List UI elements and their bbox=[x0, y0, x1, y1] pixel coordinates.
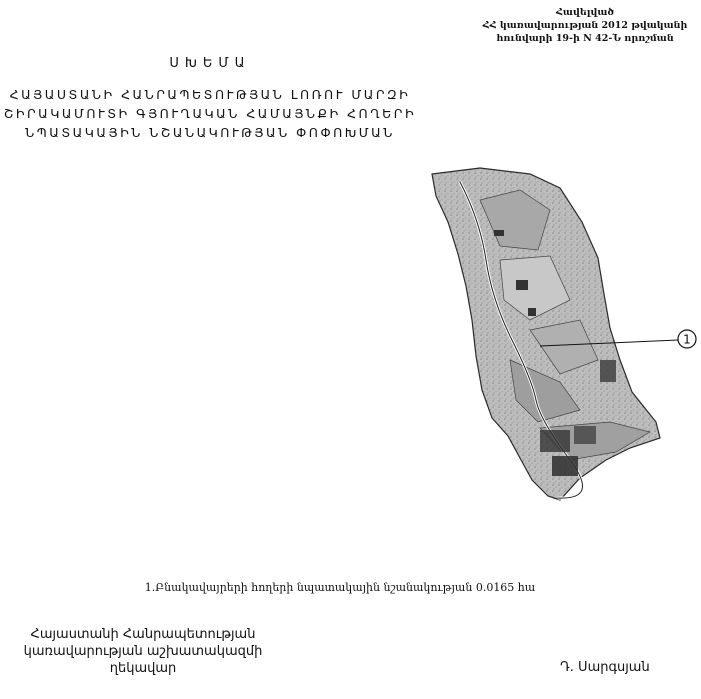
signatory-name: Դ. Սարգսյան bbox=[560, 660, 650, 675]
community-map bbox=[420, 160, 701, 505]
signatory-role bbox=[8, 626, 278, 677]
title-block bbox=[0, 56, 420, 142]
appendix-note bbox=[470, 6, 700, 45]
callout-label: 1 bbox=[683, 332, 691, 347]
appendix-line-1: Հավելված bbox=[555, 7, 615, 18]
signatory-role-line-2: կառավարության աշխատակազմի bbox=[23, 644, 263, 659]
appendix-line-3: հունվարի 19-ի N 42-Ն որոշման bbox=[496, 33, 674, 44]
title-line-2: ՇԻՐԱԿԱՄՈՒՏԻ ԳՅՈՒՂԱԿԱՆ ՀԱՄԱՅՆՔԻ ՀՈՂԵՐԻ bbox=[3, 106, 417, 121]
title-line-1: ՀԱՅԱՍՏԱՆԻ ՀԱՆՐԱՊԵՏՈՒԹՅԱՆ ԼՈՌՈՒ ՄԱՐԶԻ bbox=[9, 87, 411, 102]
appendix-line-2: ՀՀ կառավարության 2012 թվականի bbox=[482, 20, 688, 31]
signatory-role-line-3: ղեկավար bbox=[109, 661, 177, 676]
scheme-heading: ՍԽԵՄԱ bbox=[169, 56, 251, 71]
signatory-role-line-1: Հայաստանի Հանրապետության bbox=[30, 627, 256, 642]
map-graphic bbox=[420, 160, 701, 505]
map-caption: 1.Բնակավայրերի հողերի նպատակային նշանակության 0.0165 հա bbox=[144, 581, 536, 594]
title-line-3: ՆՊԱՏԱԿԱՅԻՆ ՆՇԱՆԱԿՈՒԹՅԱՆ ՓՈՓՈԽՄԱՆ bbox=[25, 125, 395, 140]
